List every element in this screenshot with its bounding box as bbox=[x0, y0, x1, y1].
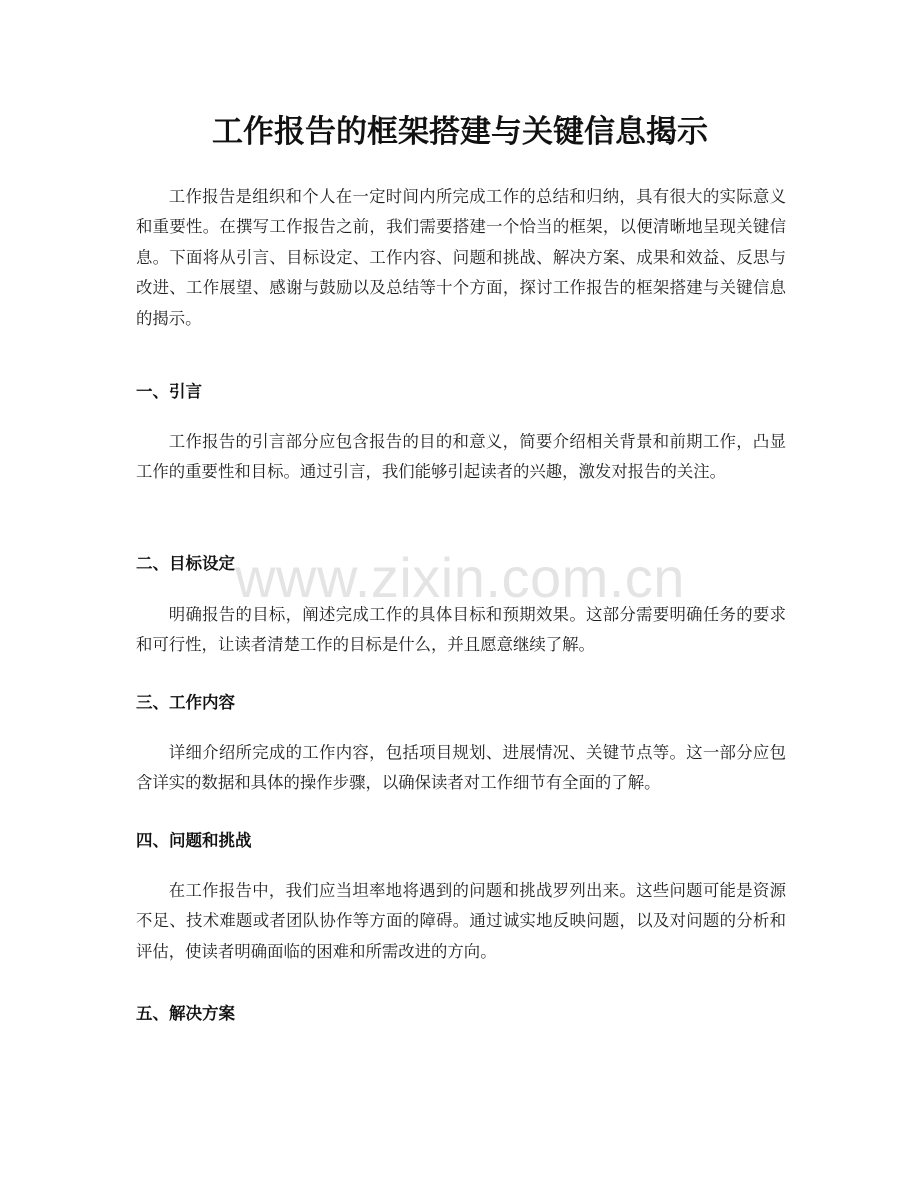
section-body-goal-setting: 明确报告的目标，阐述完成工作的具体目标和预期效果。这部分需要明确任务的要求和可行性，让读者清楚工作的目标是什么，并且愿意继续了解。 bbox=[136, 605, 786, 655]
section-body-problems-challenges: 在工作报告中，我们应当坦率地将遇到的问题和挑战罗列出来。这些问题可能是资源不足、技术难题或者团队协作等方面的障碍。通过诚实地反映问题，以及对问题的分析和评估，使读者明确面临的困难和所需改进的方向。 bbox=[136, 881, 786, 961]
watermark-text: www.zixin.com.cn bbox=[235, 546, 685, 609]
section-heading-problems-challenges: 四、问题和挑战 bbox=[136, 831, 252, 850]
section-body-introduction: 工作报告的引言部分应包含报告的目的和意义，简要介绍相关背景和前期工作，凸显工作的重要性和目标。通过引言，我们能够引起读者的兴趣，激发对报告的关注。 bbox=[136, 432, 786, 482]
intro-paragraph: 工作报告是组织和个人在一定时间内所完成工作的总结和归纳，具有很大的实际意义和重要性。在撰写工作报告之前，我们需要搭建一个恰当的框架，以便清晰地呈现关键信息。下面将从引言、目标设定、工作内容、问题和挑战、解决方案、成果和效益、反思与改进、工作展望、感谢与鼓励以及总结等十个方面，探讨工作报告的框架搭建与关键信息的揭示。 bbox=[136, 187, 786, 328]
section-heading-solutions: 五、解决方案 bbox=[136, 1004, 235, 1023]
section-heading-goal-setting: 二、目标设定 bbox=[136, 554, 235, 573]
section-heading-work-content: 三、工作内容 bbox=[136, 693, 235, 712]
section-heading-introduction: 一、引言 bbox=[136, 382, 202, 401]
section-body-work-content: 详细介绍所完成的工作内容，包括项目规划、进展情况、关键节点等。这一部分应包含详实的数据和具体的操作步骤，以确保读者对工作细节有全面的了解。 bbox=[136, 743, 786, 793]
document-title: 工作报告的框架搭建与关键信息揭示 bbox=[212, 114, 708, 150]
